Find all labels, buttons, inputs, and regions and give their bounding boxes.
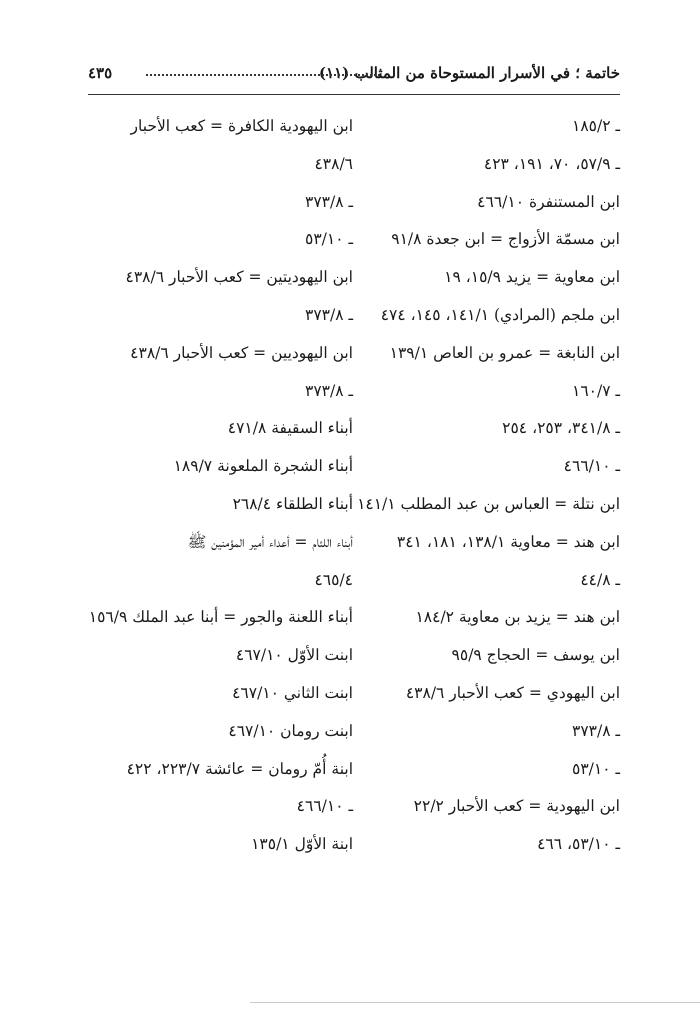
- index-entry: ٤٣٨/٦: [314, 154, 353, 173]
- index-entry: ـ ٣٧٣/٨: [305, 192, 353, 211]
- index-entry: ابنة أُمّ رومان = عائشة ٢٢٣/٧، ٤٢٢: [126, 759, 353, 778]
- index-entry: ابن اليهودية = كعب الأحبار ٢٢/٢: [413, 797, 620, 816]
- index-entry: ـ ٣٧٣/٨: [305, 381, 353, 400]
- index-entry: ابن مسمّة الأزواج = ابن جعدة ٩١/٨: [391, 230, 620, 249]
- index-entry: ابن النابغة = عمرو بن العاص ١٣٩/١: [389, 343, 620, 362]
- index-entry: ـ ٥٣/١٠: [572, 759, 620, 778]
- index-entry: ابن اليهوديين = كعب الأحبار ٤٣٨/٦: [130, 343, 353, 362]
- page-number: ٤٣٥: [88, 64, 113, 82]
- index-entry: ابنة الأوّل ١٣٥/١: [251, 835, 353, 854]
- index-entry: أبناء اللعنة والجور = أبنا عبد الملك ١٥٦/٩: [88, 608, 353, 627]
- index-entry: أبناء اللئام = أعداء أمير المؤمنين ﷺ: [187, 532, 353, 551]
- index-entry: ـ ٤٦٦/١٠: [563, 457, 620, 476]
- index-entry: ـ ٤٦٦/١٠: [296, 797, 353, 816]
- header-rule: [88, 94, 620, 95]
- index-entry: ـ ٤٤/٨: [580, 570, 620, 589]
- index-entry: ـ ١٨٥/٢: [572, 117, 620, 135]
- index-entry: ابن معاوية = يزيد ١٥/٩، ١٩: [444, 268, 620, 287]
- index-column-right: [358, 108, 620, 864]
- index-entry: ابن اليهودية الكافرة = كعب الأحبار: [130, 117, 353, 135]
- index-entry: ابن نتلة = العباس بن عبد المطلب ١٤١/١: [357, 494, 620, 513]
- header-title: خاتمة ؛ في الأسرار المستوحاة من المثالب (١١): [318, 64, 620, 82]
- index-entry: ابن اليهوديتين = كعب الأحبار ٤٣٨/٦: [125, 268, 353, 287]
- index-entry: ابن هند = معاوية ١٣٨/١، ١٨١، ٣٤١: [396, 532, 620, 551]
- index-entry: ابنت رومان ٤٦٧/١٠: [228, 721, 353, 740]
- index-entry: ابنت الأوّل ٤٦٧/١٠: [235, 646, 353, 665]
- running-header: [88, 64, 620, 90]
- index-entry: أبناء السقيفة ٤٧١/٨: [227, 419, 353, 438]
- index-entry: ابن يوسف = الحجاج ٩٥/٩: [451, 646, 620, 665]
- header-dot-leader: [146, 74, 380, 76]
- index-entry: ابن ملجم (المرادي) ١٤١/١، ١٤٥، ٤٧٤: [380, 305, 620, 324]
- index-entry: ابنت الثاني ٤٦٧/١٠: [232, 683, 353, 702]
- index-entry: ـ ٣٤١/٨، ٢٥٣، ٢٥٤: [502, 419, 620, 438]
- index-entry: ابن المستنفرة ٤٦٦/١٠: [477, 192, 620, 211]
- index-entry: ـ ٥٣/١٠: [305, 230, 353, 249]
- index-entry: ـ ٥٧/٩، ٧٠، ١٩١، ٤٢٣: [483, 154, 620, 173]
- index-entry: ٤٦٥/٤: [314, 570, 353, 589]
- index-entry: ابن اليهودي = كعب الأحبار ٤٣٨/٦: [405, 683, 620, 702]
- index-entry: ـ ٣٧٣/٨: [305, 305, 353, 324]
- index-column-left: [88, 108, 353, 864]
- index-entry: أبناء الطلقاء ٢٦٨/٤: [232, 494, 353, 513]
- scan-edge-line: [250, 1002, 700, 1003]
- index-entry: أبناء الشجرة الملعونة ١٨٩/٧: [173, 457, 353, 476]
- index-entry: ابن هند = يزيد بن معاوية ١٨٤/٢: [415, 608, 620, 627]
- index-entry: ـ ١٦٠/٧: [572, 381, 620, 400]
- index-entry: ـ ٣٧٣/٨: [572, 721, 620, 740]
- index-entry: ـ ٥٣/١٠، ٤٦٦: [537, 835, 620, 854]
